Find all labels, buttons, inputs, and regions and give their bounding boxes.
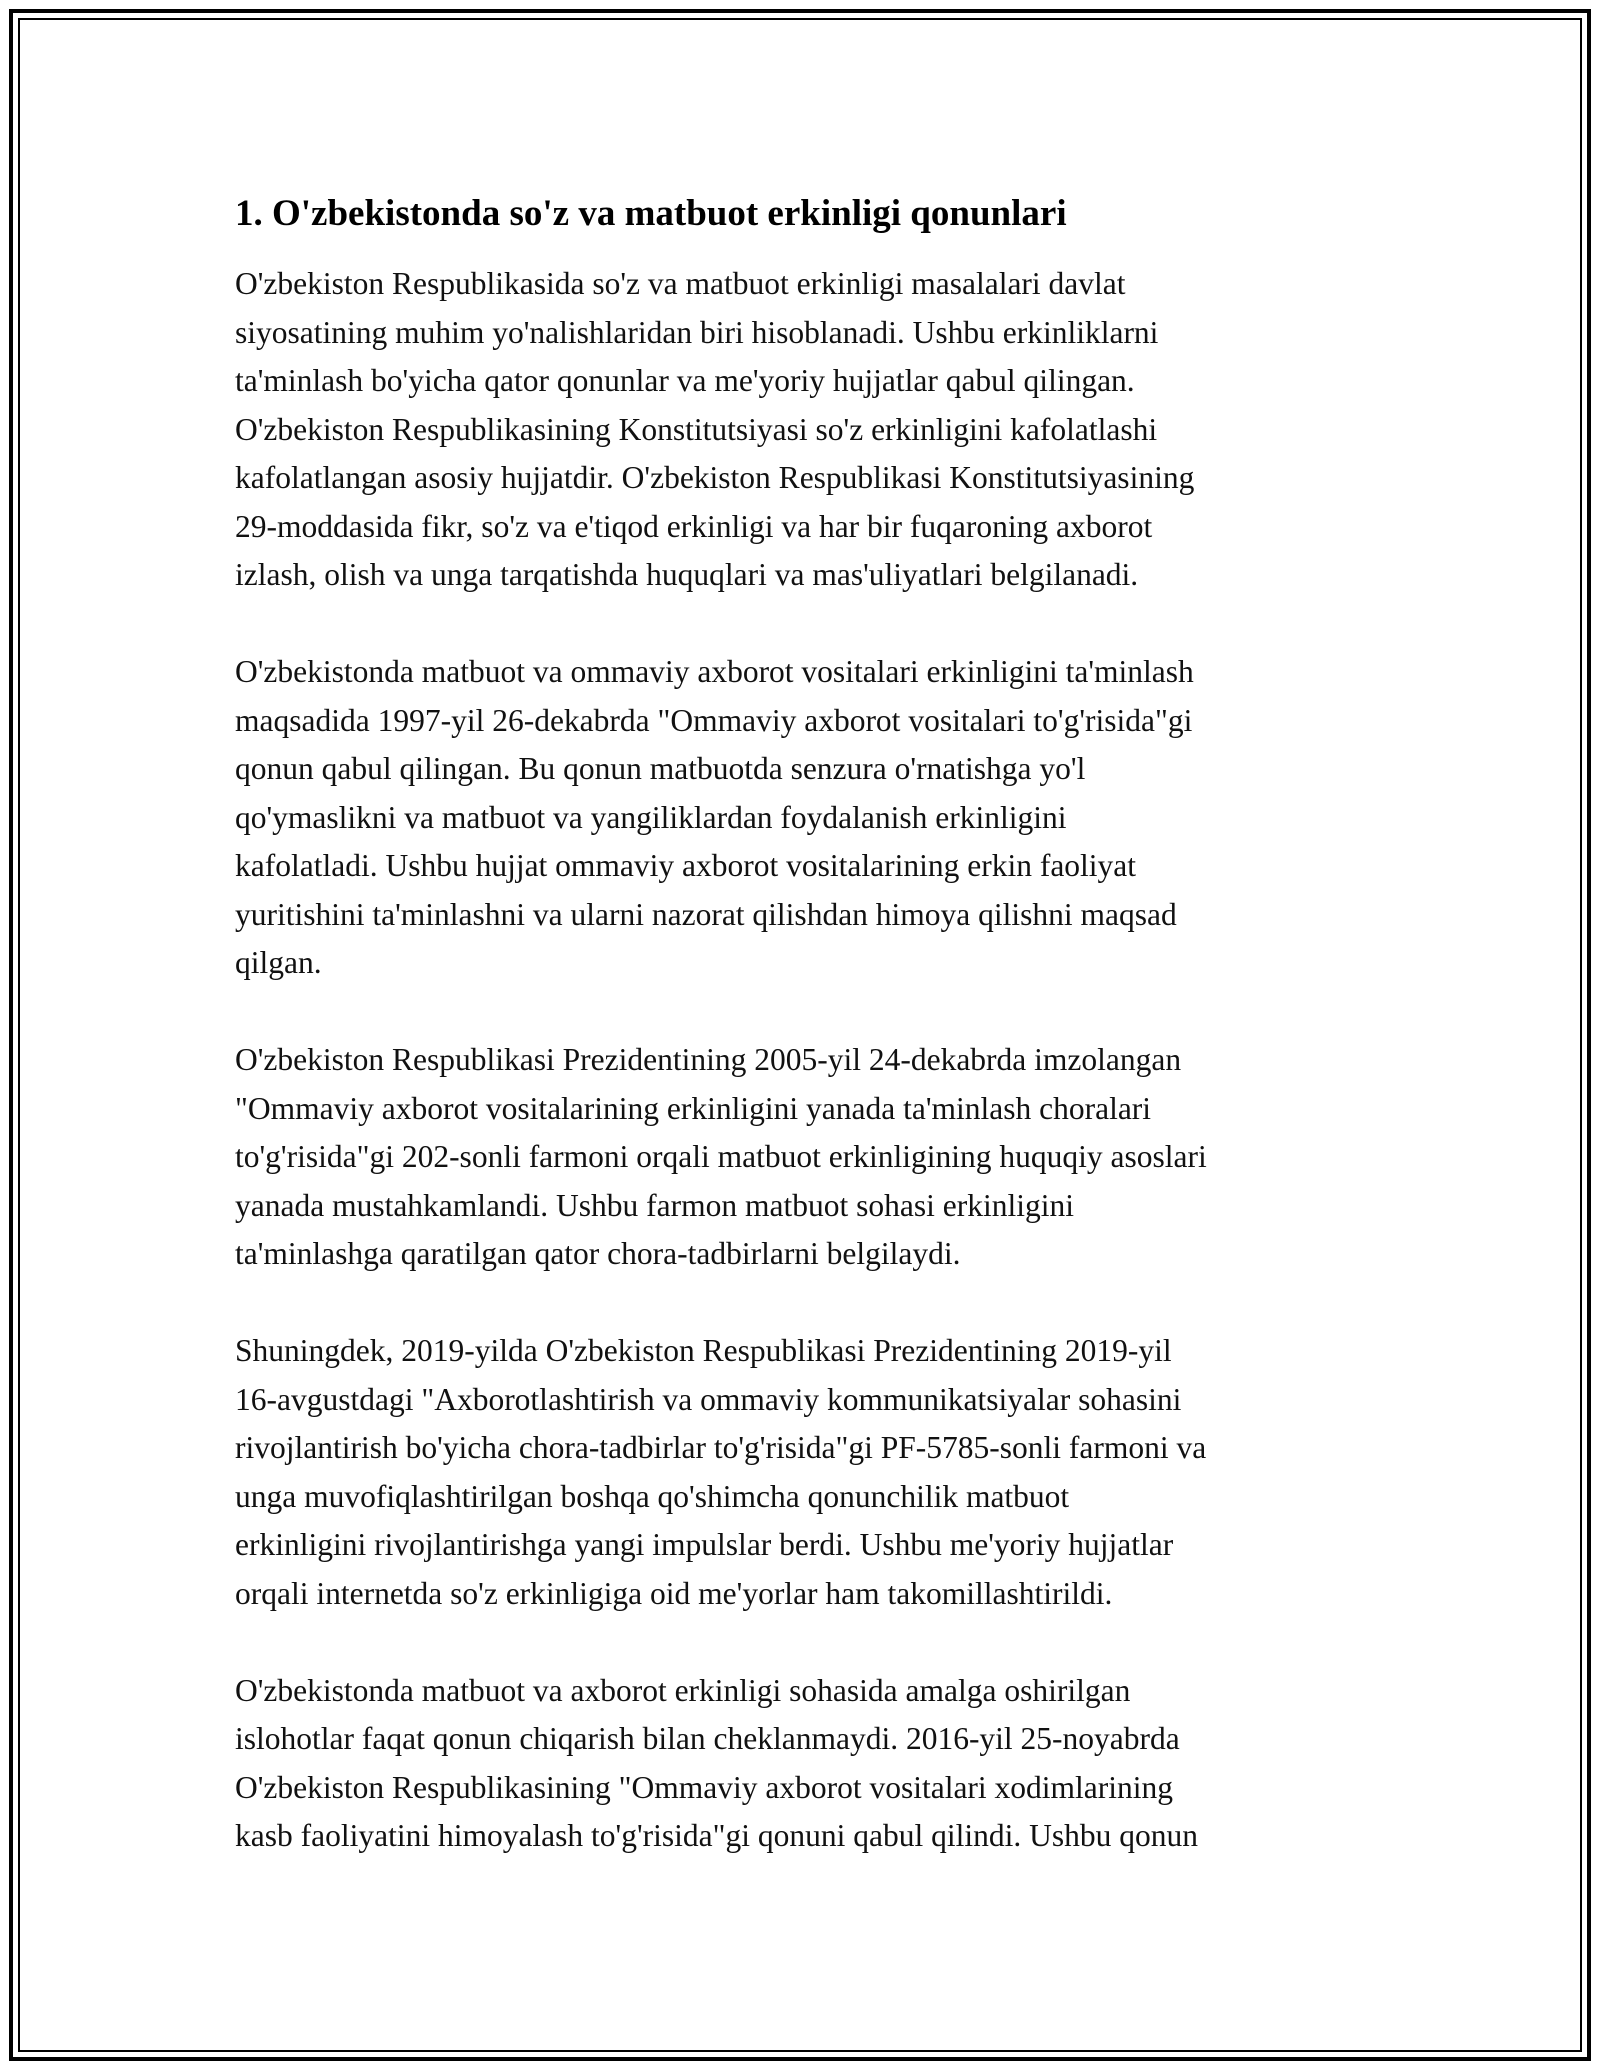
paragraph-mass-media-law: O'zbekistonda matbuot va ommaviy axborot vositalari erkinligini ta'minlash maqsadida 1997-yil 26-dekabrda "Ommaviy axborot vositalari to'g'risida"gi qonun qabul qilingan. Bu qonun matbuotda senzura o'rnatishga yo'l qo'ymaslikni va matbuot va yangiliklardan foydalanish erkinligini kafolatladi. Ushbu hujjat ommaviy axborot vositalarining erkin faoliyat yuritishini ta'minlashni va ularni nazorat qilishdan himoya qilishni maqsad qilgan. [235, 654, 1194, 980]
paragraph-constitution: O'zbekiston Respublikasida so'z va matbuot erkinligi masalalari davlat siyosatining muhim yo'nalishlaridan biri hisoblanadi. Ushbu erkinliklarni ta'minlash bo'yicha qator qonunlar va me'yoriy hujjatlar qabul qilingan. O'zbekiston Respublikasining Konstitutsiyasi so'z erkinligini kafolatlashi kafolatlangan asosiy hujjatdir. O'zbekiston Respublikasi Konstitutsiyasining 29-moddasida fikr, so'z va e'tiqod erkinligi va har bir fuqaroning axborot izlash, olish va unga tarqatishda huquqlari va mas'uliyatlari belgilanadi. [235, 266, 1195, 592]
paragraph-journalist-protection-law: O'zbekistonda matbuot va axborot erkinligi sohasida amalga oshirilgan islohotlar faqat qonun chiqarish bilan cheklanmaydi. 2016-yil 25-noyabrda O'zbekiston Respublikasining "Ommaviy axborot vositalari xodimlarining kasb faoliyatini himoyalash to'g'risida"gi qonuni qabul qilindi. Ushbu qonun [235, 1672, 1198, 1853]
paragraph-presidential-decree-2005: O'zbekiston Respublikasi Prezidentining 2005-yil 24-dekabrda imzolangan "Ommaviy axborot vositalarining erkinligini yanada ta'minlash choralari to'g'risida"gi 202-sonli farmoni orqali matbuot erkinligining huquqiy asoslari yanada mustahkamlandi. Ushbu farmon matbuot sohasi erkinligini ta'minlashga qaratilgan qator chora-tadbirlarni belgilaydi. [235, 1042, 1207, 1271]
document-body [235, 190, 1375, 1909]
section-heading: 1. O'zbekistonda so'z va matbuot erkinligi qonunlari [235, 193, 1067, 234]
paragraph-decree-2019: Shuningdek, 2019-yilda O'zbekiston Respublikasi Prezidentining 2019-yil 16-avgustdagi "Axborotlashtirish va ommaviy kommunikatsiyalar sohasini rivojlantirish bo'yicha chora-tadbirlar to'g'risida"gi PF-5785-sonli farmoni va unga muvofiqlashtirilgan boshqa qo'shimcha qonunchilik matbuot erkinligini rivojlantirishga yangi impulslar berdi. Ushbu me'yoriy hujjatlar orqali internetda so'z erkinligiga oid me'yorlar ham takomillashtirildi. [235, 1333, 1207, 1611]
